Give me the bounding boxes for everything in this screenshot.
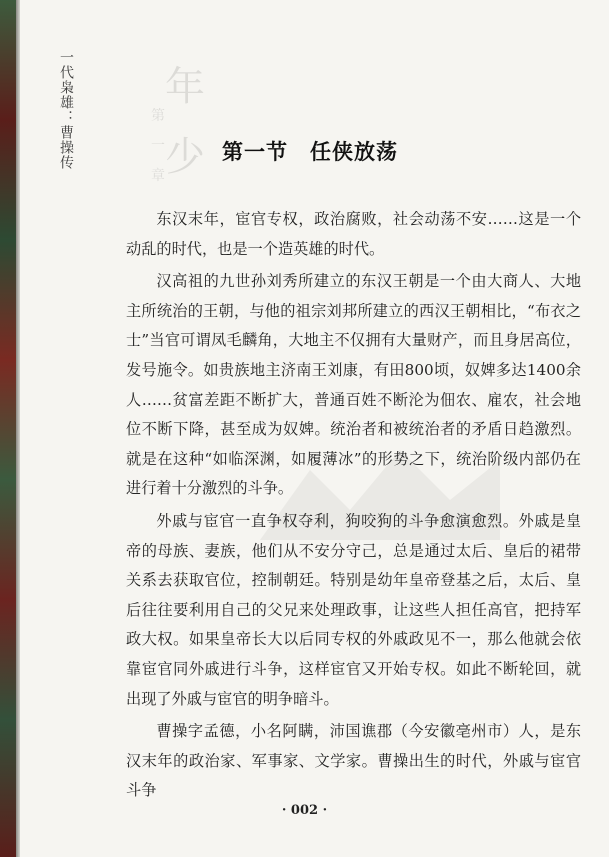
book-spine-decoration (0, 0, 16, 857)
section-title: 第一节 任侠放荡 (222, 140, 398, 164)
svg-text:一: 一 (151, 138, 165, 154)
article-body (126, 205, 581, 809)
paragraph: 外戚与宦官一直争权夺利，狗咬狗的斗争愈演愈烈。外戚是皇帝的母族、妻族，他们从不安分守己，总是通过太后、皇后的裙带关系去获取官位，控制朝廷。特别是幼年皇帝登基之后，太后、皇后往往要利用自己的父兄来处理政事，让这些人担任高官，把持军政大权。如果皇帝长大以后同专权的外戚政见不一，那么他就会依靠宦官同外戚进行斗争，这样宦官又开始专权。如此不断轮回，就出现了外戚与宦官的明争暗斗。 (126, 511, 581, 708)
paragraph: 东汉末年，宦官专权，政治腐败，社会动荡不安……这是一个动乱的时代，也是一个造英雄的时代。 (126, 210, 581, 258)
svg-text:章: 章 (151, 168, 165, 184)
paragraph: 汉高祖的九世孙刘秀所建立的东汉王朝是一个由大商人、大地主所统治的王朝，与他的祖宗刘邦所建立的西汉王朝相比，“布衣之士”当官可谓凤毛麟角，大地主不仅拥有大量财产，而且身居高位，发号施令。如贵族地主济南王刘康，有田800顷，奴婢多达1400余人……贫富差距不断扩大，普通百姓不断沦为佃农、雇农，社会地位不断下降，甚至成为奴婢。统治者和被统治者的矛盾日趋激烈。就是在这种“如临深渊，如履薄冰”的形势之下，统治阶级内部仍在进行着十分激烈的斗争。 (126, 272, 581, 498)
svg-text:年: 年 (165, 64, 205, 110)
paragraph: 曹操字孟德，小名阿瞒，沛国谯郡（今安徽亳州市）人，是东汉末年的政治家、军事家、文学家。曹操出生的时代，外戚与宦官斗争 (126, 722, 581, 800)
svg-text:少: 少 (165, 134, 205, 180)
running-head: 一代枭雄：曹操传 (58, 50, 74, 170)
svg-text:第: 第 (151, 108, 165, 124)
page-number: · 002 · (281, 803, 328, 818)
page-gutter-shadow (16, 0, 20, 857)
